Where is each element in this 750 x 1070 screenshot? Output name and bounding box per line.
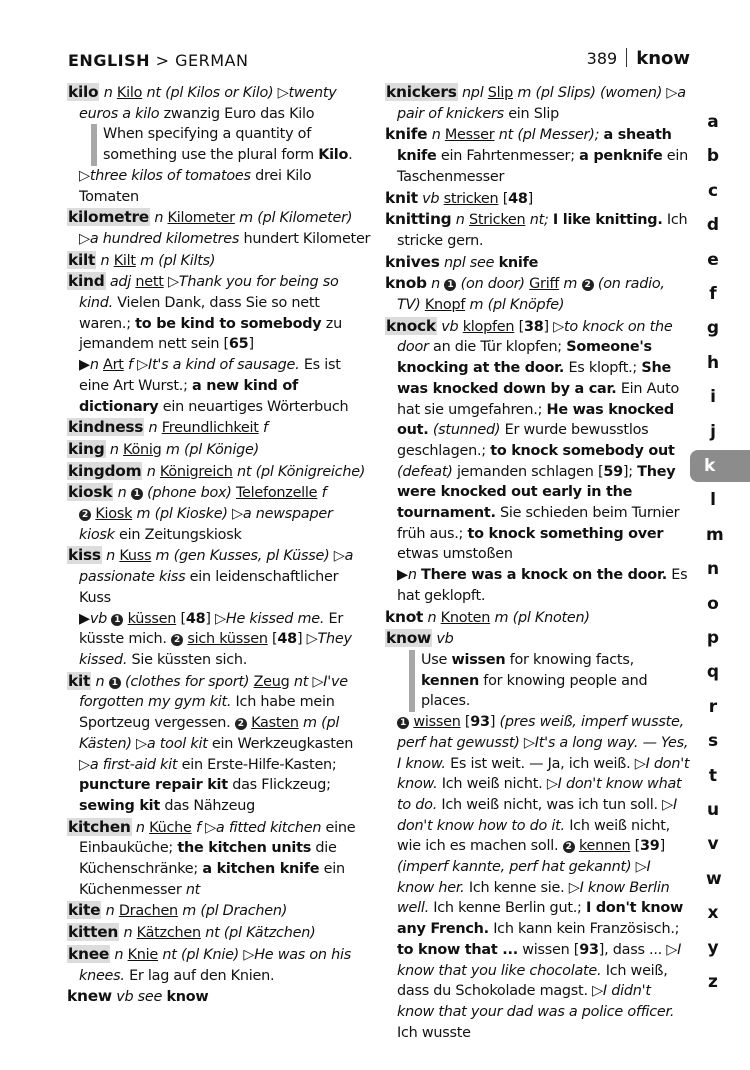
- entry-knock: knock vb klopfen [38] ▷to knock on the door an die Tür klopfen; Someone's knocking at the door. Es klopft.; She was knocked down by a car. Ein Auto hat sie umgefahren.; He was knocked out. (stunned) Er wurde bewusstlos geschlagen.; to knock somebody out (defeat) jemanden schlagen [59]; They were knocked out early in the tournament. Sie schieden beim Turnier früh aus.; to knock something over etwas umstoßen: [386, 316, 680, 563]
- entry-knit: knit vb stricken [48]: [385, 188, 534, 207]
- entry-kingdom: kingdom n Königreich nt (pl Königreiche): [68, 461, 366, 480]
- alphabet-letter-y: y: [707, 937, 719, 958]
- usage-note: When specifying a quantity of something use the plural form Kilo.: [91, 124, 372, 165]
- alphabet-letter-n: n: [706, 559, 720, 580]
- entry-knew: knew vb see know: [67, 987, 209, 1006]
- alphabet-letter-d: d: [706, 215, 720, 236]
- entry-kitchen: kitchen n Küche f ▷a fitted kitchen eine Einbauküche; the kitchen units die Küchenschränke; a kitchen knife ein Küchenmesser nt: [68, 817, 356, 898]
- entry-king: king n König m (pl Könige): [68, 439, 260, 458]
- alphabet-letter-v: v: [707, 834, 719, 855]
- entry-kitten: kitten n Kätzchen nt (pl Kätzchen): [68, 923, 316, 942]
- alphabet-letter-t: t: [708, 765, 718, 786]
- entry-knitting: knitting n Stricken nt; I like knitting. Ich stricke gern.: [385, 210, 688, 249]
- entry-kiss: kiss n Kuss m (gen Kusses, pl Küsse) ▷a passionate kiss ein leidenschaftlicher Kuss: [68, 546, 354, 606]
- entry-knot: knot n Knoten m (pl Knoten): [385, 607, 590, 626]
- page-header: [68, 48, 690, 74]
- alphabet-letter-f: f: [709, 284, 717, 304]
- alphabet-letter-j: j: [710, 421, 716, 442]
- entry-knife: knife n Messer nt (pl Messer); a sheath knife ein Fahrtenmesser; a penknife ein Taschenmesser: [385, 125, 689, 185]
- entry-kiosk: kiosk n 1 (phone box) Telefonzelle f: [68, 483, 327, 502]
- alphabet-letter-i: i: [710, 387, 716, 408]
- guide-word: know: [636, 48, 690, 69]
- entry-knickers: knickers npl Slip m (pl Slips) (women) ▷a pair of knickers ein Slip: [386, 83, 686, 122]
- alphabet-letter-k: k: [690, 450, 750, 482]
- alphabet-letter-l: l: [710, 490, 716, 511]
- alphabet-letter-q: q: [706, 662, 720, 683]
- alphabet-letter-g: g: [706, 318, 720, 339]
- alphabet-letter-a: a: [707, 112, 719, 132]
- alphabet-letter-b: b: [706, 146, 720, 167]
- right-column: knickers npl Slip m (pl Slips) (women) ▷a pair of knickers ein Slip knife n Messer nt (pl Messer); a sheath knife ein Fahrtenmesser; a penknife ein Taschenmesser knit vb stricken [48] knitting n Stricken nt; I like knitting. Ich stricke gern. knives npl see knife knob n 1 (on door) Griff m 2 (on radio, TV) Knopf m (pl Knöpfe) knock vb klopfen [38] ▷to knock on the door an die Tür klopfen; Someone's knocking at the door. Es klopft.; She was knocked down by a car. Ein Auto hat sie umgefahren.; He was knocked out. (stunned) Er wurde bewusstlos geschlagen.; to knock somebody out (defeat) jemanden schlagen [59]; They were knocked out early in the tournament. Sie schieden beim Turnier früh aus.; to knock something over etwas umstoßen ▶n There was a knock on the door. Es hat geklopft. knot n Knoten m (pl Knoten) know vb Use wissen for knowing facts, kennen for knowing people and places. 1 wissen [93] (pres weiß, imperf wusste, perf hat gewusst) ▷It's a long way. — Yes, I know. Es ist weit. — Ja, ich weiß. ▷I don't know. Ich weiß nicht. ▷I don't know what to do. Ich weiß nicht, was ich tun soll. ▷I don't know how to do it. Ich weiß nicht, wie ich es machen soll. 2 kennen [39] (imperf kannte, perf hat gekannt) ▷I know her. Ich kenne sie. ▷I know Berlin well. Ich kenne Berlin gut.; I don't know any French. Ich kann kein Französisch.; to know that ... wissen [93], dass ... ▷I know that you like chocolate. Ich weiß, dass du Schokolade magst. ▷I didn't know that your dad was a police officer. Ich wusste: [385, 83, 690, 1041]
- alphabet-letter-c: c: [707, 180, 719, 201]
- entry-kilometre: kilometre n Kilometer m (pl Kilometer) ▷a hundred kilometres hundert Kilometer: [68, 208, 371, 247]
- alphabet-letter-o: o: [707, 593, 719, 614]
- entry-kite: kite n Drachen m (pl Drachen): [68, 901, 288, 920]
- entry-kindness: kindness n Freundlichkeit f: [68, 418, 268, 437]
- entry-kilo: kilo n Kilo nt (pl Kilos or Kilo) ▷twenty euros a kilo zwanzig Euro das Kilo: [68, 83, 337, 122]
- alphabet-letter-s: s: [707, 731, 719, 752]
- alphabet-letter-m: m: [706, 524, 724, 545]
- alphabet-letter-x: x: [707, 903, 719, 924]
- page-guide: [587, 48, 690, 69]
- alphabet-letter-z: z: [708, 972, 718, 992]
- entry-know: know vb: [386, 629, 454, 648]
- alphabet-letter-p: p: [706, 628, 720, 648]
- entry-knob: knob n 1 (on door) Griff m 2 (on radio, TV) Knopf m (pl Knöpfe): [385, 274, 665, 314]
- alphabet-letter-w: w: [706, 868, 722, 889]
- entry-kind: kind adj nett ▷Thank you for being so kind. Vielen Dank, dass Sie so nett waren.; to be kind to somebody zu jemandem nett sein [65]: [68, 272, 342, 353]
- entry-kilt: kilt n Kilt m (pl Kilts): [68, 250, 216, 269]
- page-number: 389: [586, 49, 618, 68]
- entry-kit: kit n 1 (clothes for sport) Zeug nt ▷I've forgotten my gym kit. Ich habe mein Sportzeug vergessen. 2 Kasten m (pl Kästen) ▷a tool kit ein Werkzeugkasten ▷a first-aid kit ein Erste-Hilfe-Kasten; puncture repair kit das Flickzeug; sewing kit das Nähzeug: [68, 671, 354, 814]
- usage-note: Use wissen for knowing facts, kennen for knowing people and places.: [409, 650, 691, 712]
- alphabet-letter-e: e: [707, 249, 719, 270]
- alphabet-letter-u: u: [706, 800, 720, 820]
- left-column: kilo n Kilo nt (pl Kilos or Kilo) ▷twenty euros a kilo zwanzig Euro das Kilo When specifying a quantity of something use the plural form Kilo. ▷three kilos of tomatoes drei Kilo Tomaten kilometre n Kilometer m (pl Kilometer) ▷a hundred kilometres hundert Kilometer kilt n Kilt m (pl Kilts) kind adj nett ▷Thank you for being so kind. Vielen Dank, dass Sie so nett waren.; to be kind to somebody zu jemandem nett sein [65] ▶n Art f ▷It's a kind of sausage. Es ist eine Art Wurst.; a new kind of dictionary ein neuartiges Wörterbuch kindness n Freundlichkeit f king n König m (pl Könige) kingdom n Königreich nt (pl Königreiche) kiosk n 1 (phone box) Telefonzelle f 2 Kiosk m (pl Kioske) ▷a newspaper kiosk ein Zeitungskiosk kiss n Kuss m (gen Kusses, pl Küsse) ▷a passionate kiss ein leidenschaftlicher Kuss ▶vb 1 küssen [48] ▷He kissed me. Er küsste mich. 2 sich küssen [48] ▷They kissed. Sie küssten sich. kit n 1 (clothes for sport) Zeug nt ▷I've forgotten my gym kit. Ich habe mein Sportzeug vergessen. 2 Kasten m (pl Kästen) ▷a tool kit ein Werkzeugkasten ▷a first-aid kit ein Erste-Hilfe-Kasten; puncture repair kit das Flickzeug; sewing kit das Nähzeug kitchen n Küche f ▷a fitted kitchen eine Einbauküche; the kitchen units die Küchenschränke; a kitchen knife ein Küchenmesser nt kite n Drachen m (pl Drachen) kitten n Kätzchen nt (pl Kätzchen) knee n Knie nt (pl Knie) ▷He was on his knees. Er lag auf den Knien. knew vb see know: [67, 82, 372, 1008]
- dictionary-direction: ENGLISH > GERMAN: [68, 51, 249, 70]
- alphabet-letter-r: r: [708, 696, 718, 717]
- entry-knives: knives npl see knife: [385, 252, 539, 271]
- alphabet-letter-h: h: [706, 352, 720, 373]
- entry-knee: knee n Knie nt (pl Knie) ▷He was on his knees. Er lag auf den Knien.: [68, 944, 351, 984]
